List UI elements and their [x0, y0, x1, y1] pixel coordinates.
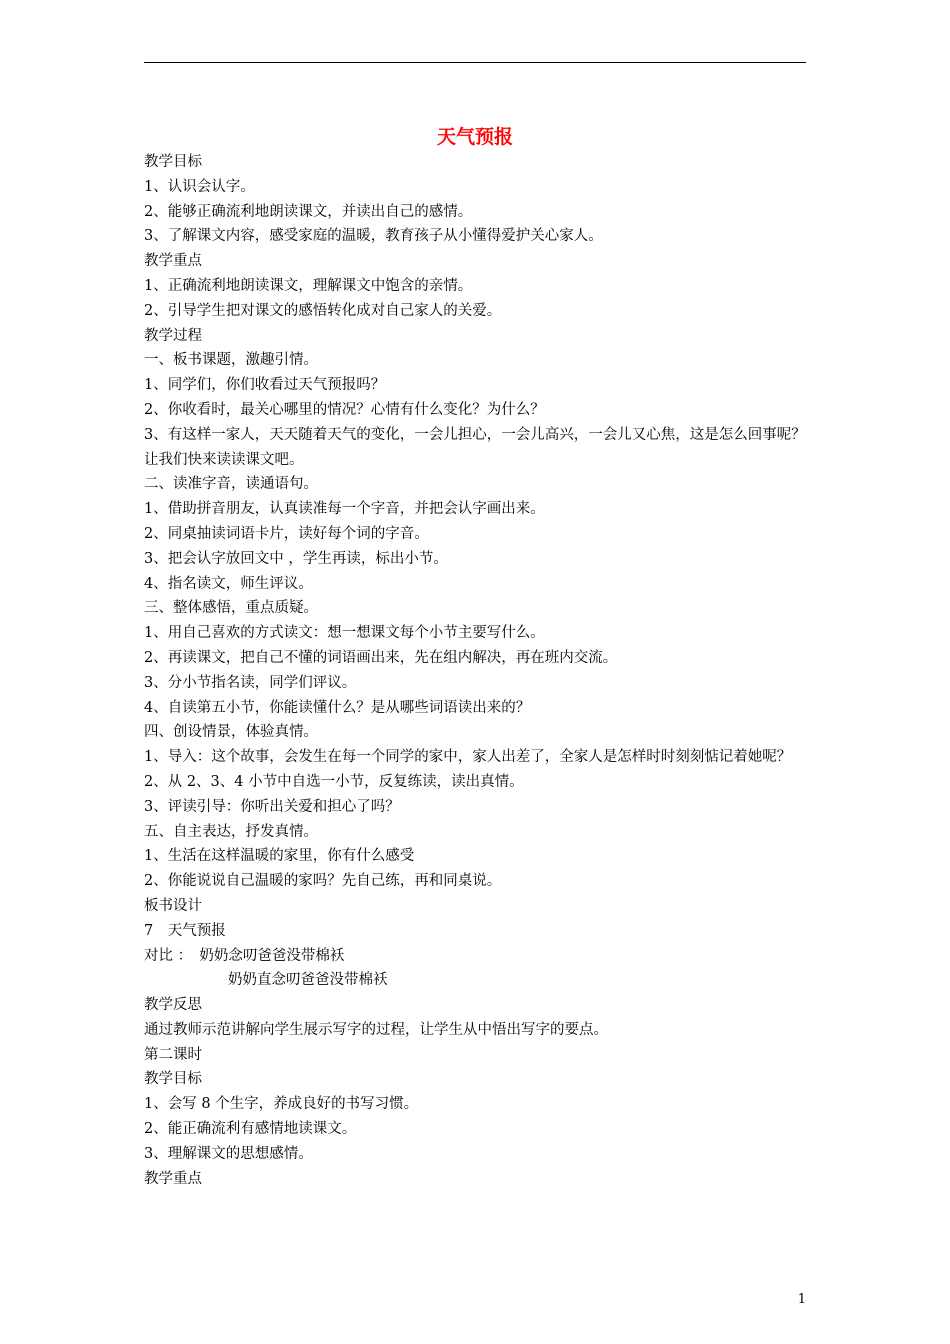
- document-title: 天气预报: [436, 126, 513, 148]
- text-line: 2、同桌抽读词语卡片，读好每个词的字音。: [144, 525, 429, 542]
- section-heading: 教学目标: [144, 1071, 202, 1088]
- text-line: 二、读准字音，读通语句。: [144, 476, 318, 493]
- text-line: 3、分小节指名读，同学们评议。: [144, 674, 357, 691]
- document-body: [144, 150, 808, 1191]
- text-line: 2、从 2、3、4 小节中自选一小节，反复练读，读出真情。: [144, 773, 524, 790]
- text-line: 3、理解课文的思想感情。: [144, 1145, 313, 1162]
- text-line: 3、评读引导：你听出关爱和担心了吗？: [144, 798, 400, 815]
- text-line: 三、整体感悟，重点质疑。: [144, 600, 318, 617]
- section-heading: 板书设计: [144, 897, 202, 914]
- text-line: 1、生活在这样温暖的家里，你有什么感受: [144, 848, 415, 865]
- text-line: 2、你收看时，最关心哪里的情况？心情有什么变化？为什么？: [144, 401, 545, 418]
- text-line: 2、你能说说自己温暖的家吗？先自己练，再和同桌说。: [144, 873, 502, 890]
- text-line: 4、自读第五小节，你能读懂什么？是从哪些词语读出来的？: [144, 699, 531, 716]
- section-heading: 第二课时: [144, 1046, 202, 1063]
- text-line: 2、能够正确流利地朗读课文，并读出自己的感情。: [144, 203, 473, 220]
- text-line: 1、会写 8 个生字，养成良好的书写习惯。: [144, 1096, 419, 1113]
- section-heading: 教学目标: [144, 154, 202, 170]
- text-line: 1、正确流利地朗读课文，理解课文中饱含的亲情。: [144, 277, 473, 294]
- text-line: 五、自主表达，抒发真情。: [144, 823, 318, 840]
- text-line: 7 天气预报: [144, 922, 226, 939]
- text-line: 通过教师示范讲解向学生展示写字的过程，让学生从中悟出写字的要点。: [144, 1021, 608, 1038]
- text-line: 3、有这样一家人，天天随着天气的变化，一会儿担心，一会儿高兴，一会儿又心焦，这是怎么回事呢？让我们快来读读课文吧。: [144, 426, 806, 468]
- text-line: 2、再读课文，把自己不懂的词语画出来，先在组内解决，再在班内交流。: [144, 649, 618, 666]
- text-line: 1、借助拼音朋友，认真读准每一个字音，并把会认字画出来。: [144, 501, 545, 518]
- page-number: 1: [797, 1292, 806, 1307]
- text-line: 2、能正确流利有感情地读课文。: [144, 1121, 357, 1138]
- text-line: 3、把会认字放回文中 ，学生再读，标出小节。: [144, 550, 448, 567]
- text-line: 奶奶直念叨爸爸没带棉袄: [228, 972, 388, 989]
- section-heading: 教学重点: [144, 1170, 202, 1187]
- section-heading: 教学反思: [144, 997, 202, 1014]
- section-heading: 教学重点: [144, 253, 202, 270]
- header-rule: [144, 62, 806, 63]
- text-line: 1、用自己喜欢的方式读文：想一想课文每个小节主要写什么。: [144, 625, 545, 642]
- text-line: 3、了解课文内容，感受家庭的温暖，教育孩子从小懂得爱护关心家人。: [144, 228, 603, 245]
- text-line: 1、认识会认字。: [144, 178, 255, 195]
- text-line: 一、板书课题，激趣引情。: [144, 352, 318, 369]
- text-line: 1、同学们，你们收看过天气预报吗？: [144, 377, 386, 394]
- text-line: 1、导入：这个故事，会发生在每一个同学的家中，家人出差了，全家人是怎样时时刻刻惦记着她呢？: [144, 749, 792, 766]
- section-heading: 教学过程: [144, 327, 202, 344]
- text-line: 四、创设情景，体验真情。: [144, 724, 318, 741]
- text-line: 2、引导学生把对课文的感悟转化成对自己家人的关爱。: [144, 302, 502, 319]
- text-line: 对比 ： 奶奶念叨爸爸没带棉袄: [144, 947, 345, 964]
- text-line: 4、指名读文，师生评议。: [144, 575, 313, 592]
